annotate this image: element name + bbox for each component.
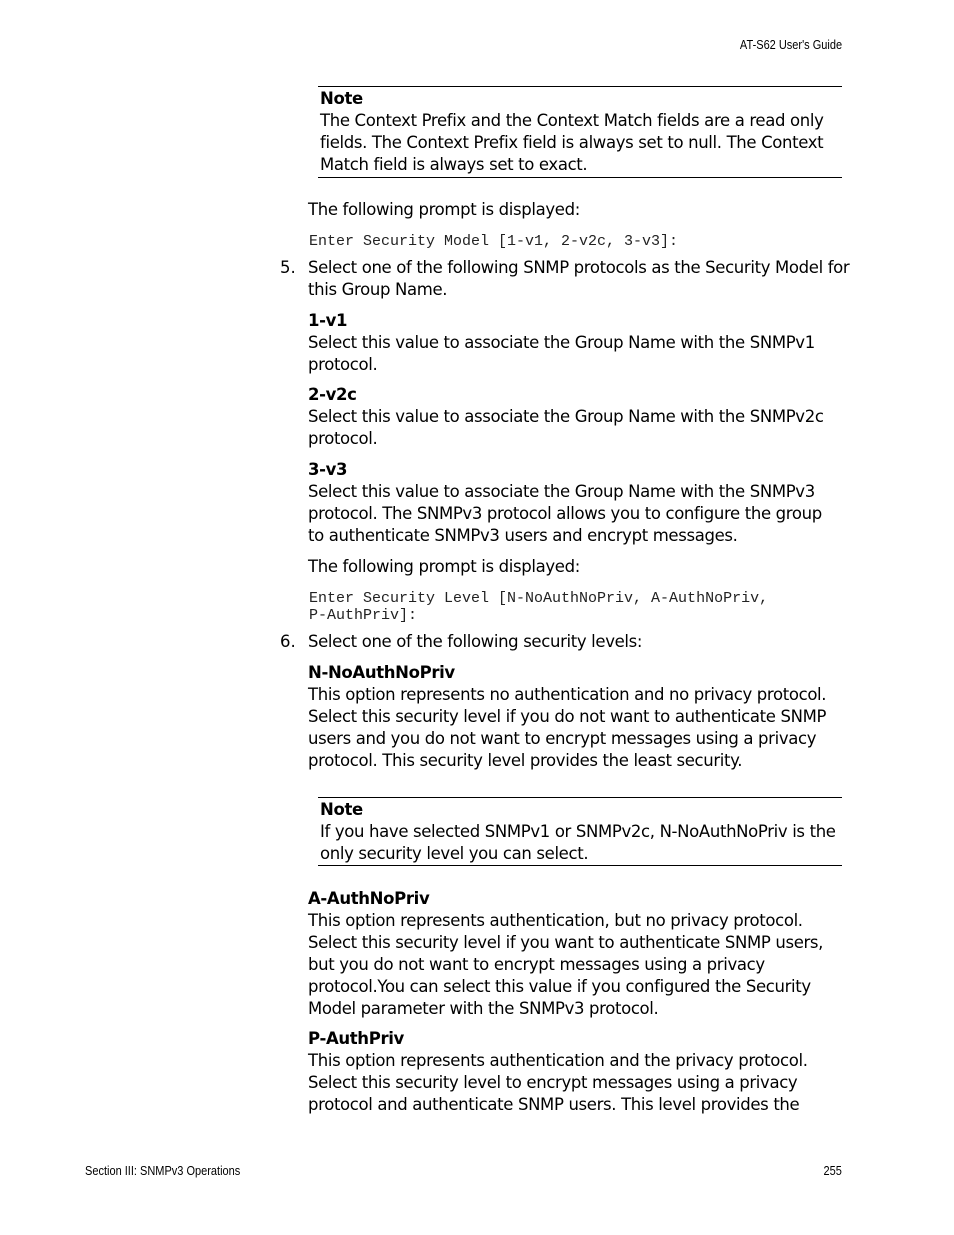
definition-line: protocol. The SNMPv3 protocol allows you to configure the group <box>308 504 822 523</box>
note-line: fields. The Context Prefix field is always set to null. The Context <box>320 133 824 152</box>
definition-line: users and you do not want to encrypt messages using a privacy <box>308 729 817 748</box>
definition-line: Select this security level if you do not want to authenticate SNMP <box>308 707 827 726</box>
step-number: 6. <box>280 632 296 651</box>
code-line: P-AuthPriv]: <box>309 607 418 624</box>
definition-line: This option represents no authentication and no privacy protocol. <box>308 685 827 704</box>
note-line: If you have selected SNMPv1 or SNMPv2c, N-NoAuthNoPriv is the <box>320 822 836 841</box>
term-v1: 1-v1 <box>308 311 348 330</box>
note-line: The Context Prefix and the Context Match fields are a read only <box>320 111 824 130</box>
definition-line: Select this value to associate the Group Name with the SNMPv3 <box>308 482 815 501</box>
definition-authpriv <box>308 1028 808 1116</box>
definition-line: protocol. <box>308 355 378 374</box>
code-prompt-security-model: Enter Security Model [1-v1, 2-v2c, 3-v3]: <box>309 233 679 250</box>
step-6-text: Select one of the following security levels: <box>308 632 643 651</box>
running-header: AT-S62 User's Guide <box>739 38 842 52</box>
prompt-intro: The following prompt is displayed: <box>308 200 580 219</box>
note-box-security-level <box>318 797 842 866</box>
definition-line: protocol and authenticate SNMP users. This level provides the <box>308 1095 800 1114</box>
definition-line: Select this security level to encrypt messages using a privacy <box>308 1073 798 1092</box>
definition-line: protocol. This security level provides the least security. <box>308 751 743 770</box>
note-title: Note <box>320 89 363 108</box>
definition-line: to authenticate SNMPv3 users and encrypt messages. <box>308 526 738 545</box>
step-line: Select one of the following SNMP protocols as the Security Model for <box>308 258 850 277</box>
note-box-context <box>318 86 842 178</box>
note-line: only security level you can select. <box>320 844 589 863</box>
note-title: Note <box>320 800 363 819</box>
term-authpriv: P-AuthPriv <box>308 1029 404 1048</box>
definition-line: Select this value to associate the Group Name with the SNMPv2c <box>308 407 824 426</box>
definition-line: but you do not want to encrypt messages using a privacy <box>308 955 765 974</box>
definition-line: protocol. <box>308 429 378 448</box>
definition-v1 <box>308 310 815 376</box>
term-authnopriv: A-AuthNoPriv <box>308 889 430 908</box>
code-prompt-security-level <box>309 590 768 624</box>
footer-section: Section III: SNMPv3 Operations <box>85 1164 241 1178</box>
definition-v2c <box>308 384 824 450</box>
term-noauthnopriv: N-NoAuthNoPriv <box>308 663 455 682</box>
definition-noauthnopriv <box>308 662 826 772</box>
page-number: 255 <box>823 1164 842 1178</box>
definition-v3 <box>308 459 822 547</box>
prompt-intro: The following prompt is displayed: <box>308 557 580 576</box>
definition-line: protocol.You can select this value if you configured the Security <box>308 977 811 996</box>
definition-authnopriv <box>308 888 823 1020</box>
definition-line: Select this security level if you want to authenticate SNMP users, <box>308 933 824 952</box>
step-line: this Group Name. <box>308 280 448 299</box>
term-v3: 3-v3 <box>308 460 348 479</box>
step-number: 5. <box>280 258 296 277</box>
definition-line: Model parameter with the SNMPv3 protocol. <box>308 999 659 1018</box>
definition-line: This option represents authentication, but no privacy protocol. <box>308 911 803 930</box>
code-line: Enter Security Level [N-NoAuthNoPriv, A-AuthNoPriv, <box>309 590 769 607</box>
definition-line: Select this value to associate the Group Name with the SNMPv1 <box>308 333 815 352</box>
term-v2c: 2-v2c <box>308 385 357 404</box>
note-line: Match field is always set to exact. <box>320 155 588 174</box>
definition-line: This option represents authentication and the privacy protocol. <box>308 1051 808 1070</box>
step-5-text <box>308 257 849 301</box>
